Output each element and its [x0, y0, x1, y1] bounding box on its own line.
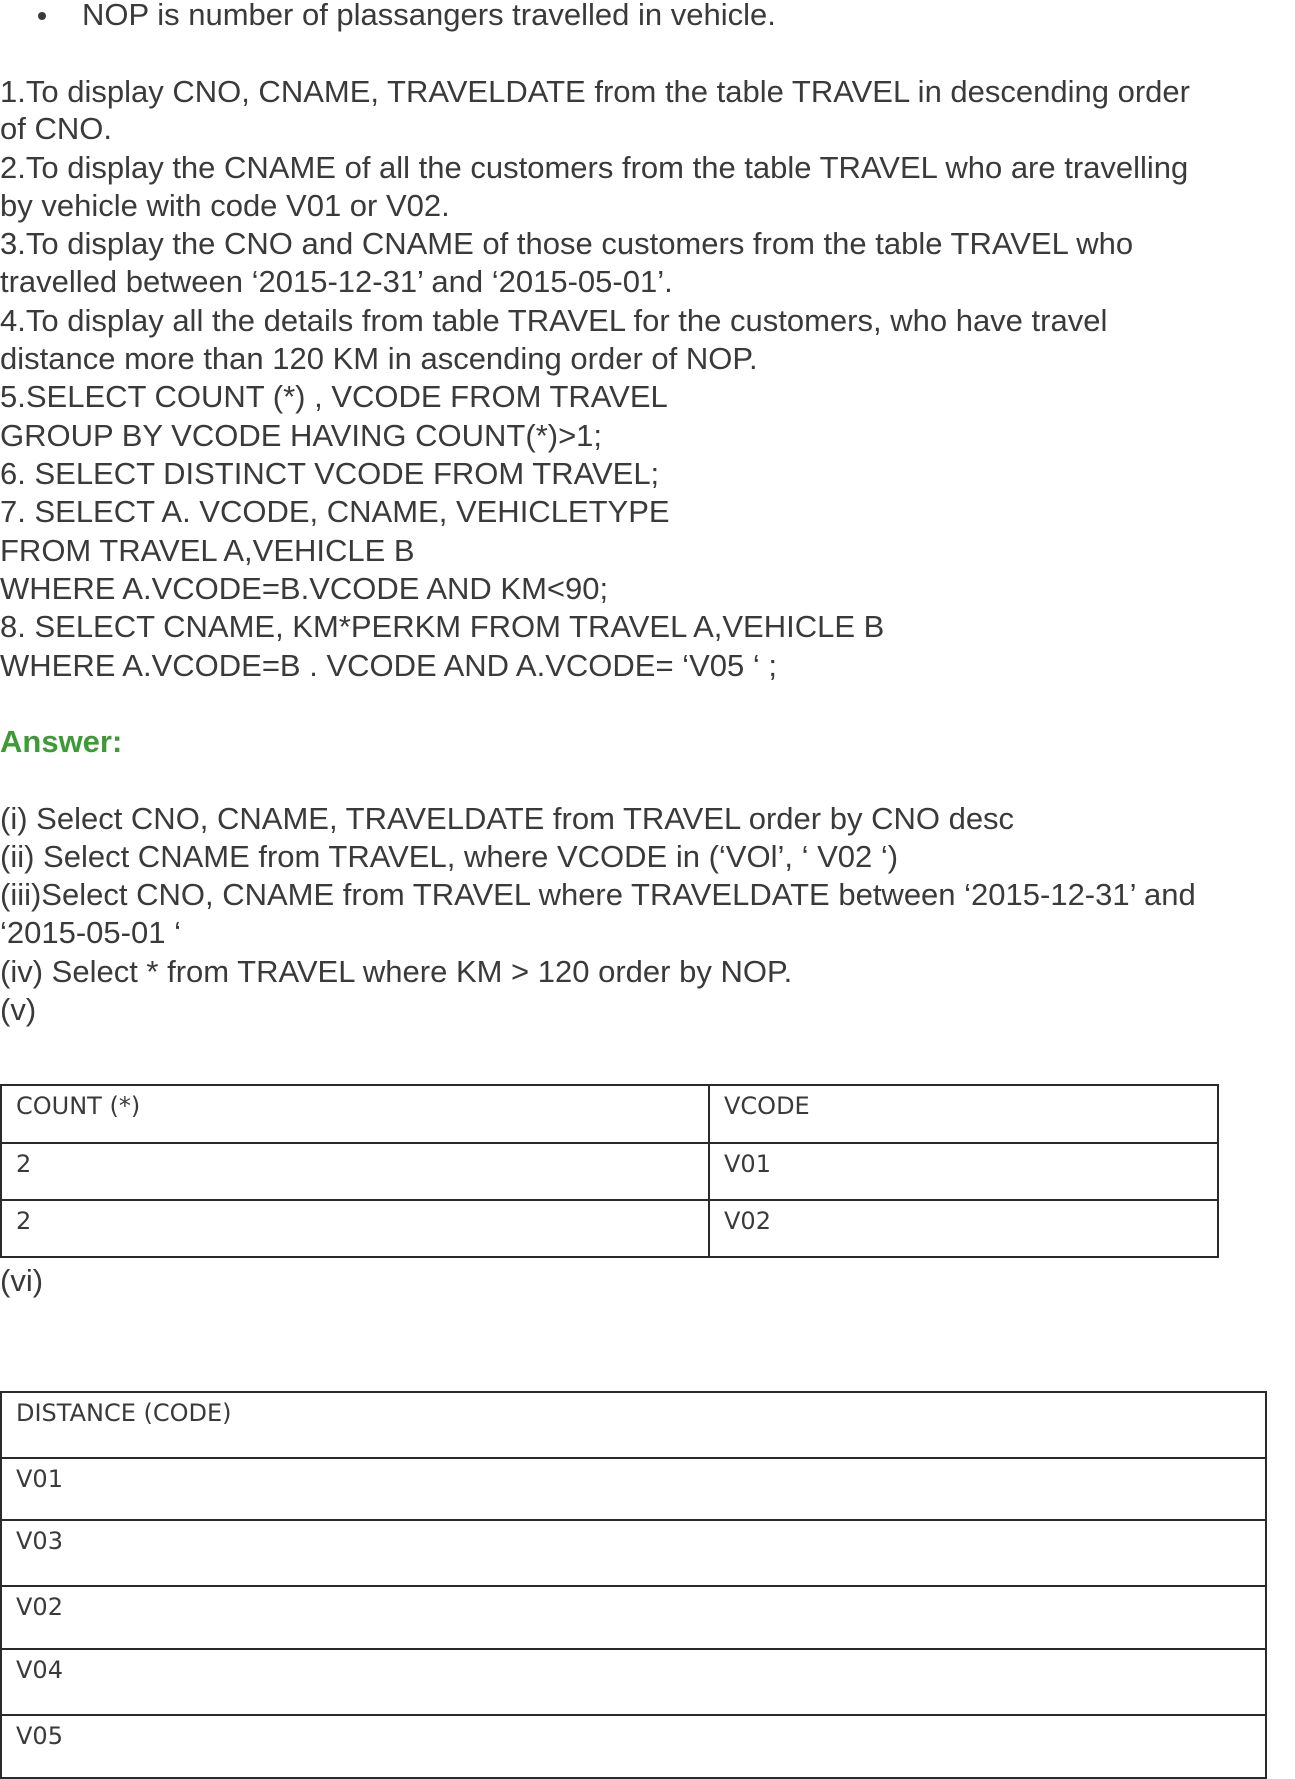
table-cell: V02 [709, 1200, 1218, 1257]
answer-heading: Answer: [0, 724, 123, 759]
table-cell: V01 [1, 1458, 1266, 1520]
question-line: distance more than 120 KM in ascending order of NOP. [0, 341, 758, 376]
question-line: of CNO. [0, 111, 112, 146]
table-cell: V01 [709, 1143, 1218, 1200]
result-table-vi [0, 1391, 1267, 1779]
question-line: WHERE A.VCODE=B . VCODE AND A.VCODE= ‘V05 ‘ ; [0, 648, 777, 683]
question-line: 3.To display the CNO and CNAME of those customers from the table TRAVEL who [0, 226, 1134, 261]
question-line: FROM TRAVEL A,VEHICLE B [0, 533, 415, 568]
table-header-cell: DISTANCE (CODE) [1, 1392, 1266, 1458]
table-row [1, 1520, 1266, 1586]
label-vi: (vi) [0, 1263, 44, 1298]
question-line: 1.To display CNO, CNAME, TRAVELDATE from the table TRAVEL in descending order [0, 74, 1190, 109]
table-row [1, 1143, 1218, 1200]
answer-line: (v) [0, 992, 37, 1027]
table-header-cell: VCODE [709, 1085, 1218, 1143]
question-line: 4.To display all the details from table TRAVEL for the customers, who have travel [0, 303, 1108, 338]
table-row [1, 1458, 1266, 1520]
question-line: 6. SELECT DISTINCT VCODE FROM TRAVEL; [0, 456, 660, 491]
table-cell: 2 [1, 1200, 709, 1257]
question-line: 5.SELECT COUNT (*) , VCODE FROM TRAVEL [0, 379, 668, 414]
answer-line: (iii)Select CNO, CNAME from TRAVEL where TRAVELDATE between ‘2015-12-31’ and [0, 877, 1196, 912]
table-row [1, 1200, 1218, 1257]
question-line: 8. SELECT CNAME, KM*PERKM FROM TRAVEL A,VEHICLE B [0, 609, 885, 644]
table-cell: V05 [1, 1715, 1266, 1778]
table-cell: V02 [1, 1586, 1266, 1649]
table-header-cell: COUNT (*) [1, 1085, 709, 1143]
answer-line: (ii) Select CNAME from TRAVEL, where VCODE in (‘VOl’, ‘ V02 ‘) [0, 839, 899, 874]
question-line: by vehicle with code V01 or V02. [0, 188, 450, 223]
table-header-row [1, 1085, 1218, 1143]
table-cell: V03 [1, 1520, 1266, 1586]
bullet-text: NOP is number of plassangers travelled in vehicle. [82, 0, 776, 32]
question-line: GROUP BY VCODE HAVING COUNT(*)>1; [0, 418, 603, 453]
table-row [1, 1649, 1266, 1715]
bullet-icon [38, 12, 46, 20]
question-line: 7. SELECT A. VCODE, CNAME, VEHICLETYPE [0, 494, 670, 529]
table-header-row [1, 1392, 1266, 1458]
table-cell: V04 [1, 1649, 1266, 1715]
answer-line: (iv) Select * from TRAVEL where KM > 120 order by NOP. [0, 954, 793, 989]
table-row [1, 1586, 1266, 1649]
table-row [1, 1715, 1266, 1778]
answer-line: ‘2015-05-01 ‘ [0, 915, 181, 950]
question-line: 2.To display the CNAME of all the customers from the table TRAVEL who are travelling [0, 150, 1189, 185]
table-cell: 2 [1, 1143, 709, 1200]
answer-line: (i) Select CNO, CNAME, TRAVELDATE from TRAVEL order by CNO desc [0, 801, 1015, 836]
question-line: travelled between ‘2015-12-31’ and ‘2015-05-01’. [0, 264, 673, 299]
result-table-v [0, 1084, 1219, 1258]
question-line: WHERE A.VCODE=B.VCODE AND KM<90; [0, 571, 609, 606]
